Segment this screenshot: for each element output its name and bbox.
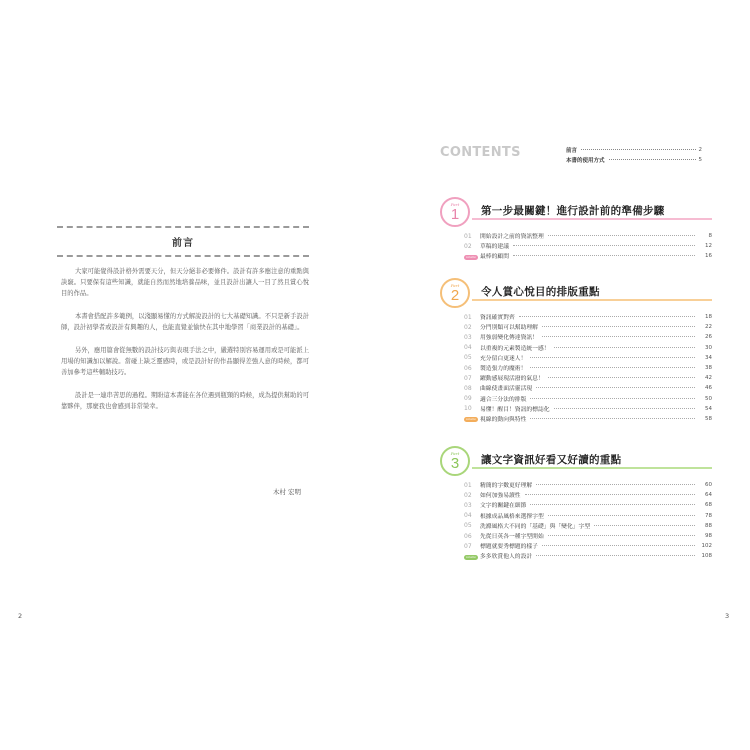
preface-body <box>61 266 309 424</box>
part-number-badge <box>440 446 470 476</box>
item-title: 洗滌風格大不同的「基礎」與「變化」字型 <box>480 523 591 530</box>
item-number: 01 <box>464 313 472 321</box>
toc-item[interactable] <box>464 353 712 363</box>
dotted-leader <box>581 149 695 150</box>
column-tag <box>464 553 480 560</box>
item-page-number: 50 <box>705 395 712 402</box>
item-page-number: 16 <box>705 253 712 260</box>
item-title: 最棒的顧問 <box>480 254 509 261</box>
item-page-number: 30 <box>705 344 712 351</box>
dotted-leader <box>548 515 695 516</box>
item-title: 分門別類可以幫助理解 <box>480 325 538 332</box>
item-number: 07 <box>464 374 472 382</box>
item-title: 如何加強易讀性 <box>480 493 521 500</box>
toc-item[interactable] <box>464 414 712 424</box>
toc-item[interactable] <box>464 373 712 383</box>
toc-item[interactable] <box>464 531 712 541</box>
item-page-number: 108 <box>701 553 712 560</box>
part-title-underline <box>472 218 712 220</box>
toc-entry-label: 本書的使用方式 <box>566 158 605 164</box>
part-title-underline <box>472 467 712 469</box>
item-title: 用強弱變化傳達資訊！ <box>480 335 538 342</box>
item-number: 06 <box>464 532 472 540</box>
item-page-number: 26 <box>705 334 712 341</box>
part-item-list <box>440 312 712 424</box>
dotted-leader <box>530 418 695 419</box>
dotted-leader <box>542 545 695 546</box>
item-title: 易懂！醒目！資訊的標誌化 <box>480 406 550 413</box>
column-tag <box>464 415 480 422</box>
column-pill: column <box>465 554 477 559</box>
toc-item[interactable] <box>464 480 712 490</box>
item-title: 製造張力的魔術！ <box>480 366 527 373</box>
part-header <box>440 446 712 476</box>
item-page-number: 42 <box>705 375 712 382</box>
toc-item[interactable] <box>464 551 712 561</box>
toc-item[interactable] <box>464 521 712 531</box>
item-page-number: 54 <box>705 405 712 412</box>
item-title: 曲線使畫面活靈活現 <box>480 386 533 393</box>
dotted-leader <box>536 387 695 388</box>
author-signature: 木村 宏明 <box>272 488 301 496</box>
item-title: 草稿的建議 <box>480 244 509 251</box>
preface-paragraph: 另外，應用篇會從無數的設計技巧與表現手法之中，嚴選特別容易運用或是可能派上用場的知識加以解說。當碰上缺乏靈感時，或是設計好的作品顯得差強人意的時候，都可善加參考這些輔助技巧。 <box>61 347 309 376</box>
toc-item[interactable] <box>464 312 712 322</box>
item-number: 09 <box>464 395 472 403</box>
dotted-leader <box>594 525 695 526</box>
toc-item[interactable] <box>464 231 712 241</box>
part-header <box>440 278 712 308</box>
badge-label: Part <box>450 282 460 288</box>
preface-section <box>57 226 309 506</box>
item-number: 02 <box>464 491 472 499</box>
item-page-number: 78 <box>705 512 712 519</box>
toc-page-number: 2 <box>698 147 702 153</box>
item-title: 充分留白更迷人！ <box>480 355 527 362</box>
item-number: 03 <box>464 501 472 509</box>
left-page-number: 2 <box>18 612 23 620</box>
dotted-leader <box>548 535 695 536</box>
dotted-leader <box>536 555 695 556</box>
item-page-number: 22 <box>705 324 712 331</box>
item-number: 02 <box>464 323 472 331</box>
dotted-leader <box>554 408 695 409</box>
toc-item[interactable] <box>464 383 712 393</box>
badge-number: 3 <box>450 454 460 472</box>
dotted-leader <box>548 235 695 236</box>
badge-label: Part <box>450 450 460 456</box>
item-title: 視線的動向與特性 <box>480 416 527 423</box>
dotted-leader <box>525 494 695 495</box>
toc-item[interactable] <box>464 322 712 332</box>
badge-label: Part <box>450 201 460 207</box>
front-matter-list <box>566 145 702 165</box>
part-number-badge <box>440 197 470 227</box>
item-title: 標題就要秀標題的樣子 <box>480 544 538 551</box>
item-title: 精簡的字數更好理解 <box>480 483 533 490</box>
toc-item[interactable] <box>464 332 712 342</box>
contents-title: CONTENTS <box>440 145 521 160</box>
toc-item[interactable] <box>464 541 712 551</box>
item-title: 開始設計之前的資訊整理 <box>480 234 544 241</box>
item-page-number: 64 <box>705 492 712 499</box>
item-page-number: 34 <box>705 354 712 361</box>
toc-item[interactable] <box>464 511 712 521</box>
toc-item[interactable] <box>464 241 712 251</box>
item-title: 躍動感展現活潑的氣息！ <box>480 376 544 383</box>
dotted-leader <box>542 326 695 327</box>
item-title: 根據成品風格來選擇字型 <box>480 513 544 520</box>
badge-number: 1 <box>450 205 460 223</box>
part-item-list <box>440 231 712 262</box>
item-number: 08 <box>464 384 472 392</box>
part-title[interactable]: 讓文字資訊好看又好讀的重點 <box>481 454 622 466</box>
dotted-leader <box>530 367 695 368</box>
dotted-leader <box>513 255 695 256</box>
part-3-section <box>440 446 712 562</box>
dotted-leader <box>536 484 695 485</box>
item-page-number: 68 <box>705 502 712 509</box>
item-number: 01 <box>464 232 472 240</box>
toc-entry-label: 前言 <box>566 148 578 154</box>
title-dashed-rule <box>57 255 309 257</box>
dotted-leader <box>530 357 695 358</box>
part-item-list <box>440 480 712 562</box>
part-2-section <box>440 278 712 424</box>
item-number: 05 <box>464 522 472 530</box>
dotted-leader <box>519 316 695 317</box>
item-title: 資訊確實對齊 <box>480 315 515 322</box>
column-pill: column <box>465 417 477 422</box>
dotted-leader <box>554 347 695 348</box>
item-number: 01 <box>464 481 472 489</box>
dotted-leader <box>530 504 695 505</box>
dotted-leader <box>513 245 695 246</box>
dotted-leader <box>609 159 696 160</box>
item-title: 以重複的元素製造統一感！ <box>480 345 550 352</box>
item-number: 03 <box>464 333 472 341</box>
item-title: 先從日英各一種字型開始 <box>480 534 544 541</box>
part-1-section <box>440 197 712 262</box>
item-page-number: 60 <box>705 482 712 489</box>
part-title-underline <box>472 299 712 301</box>
toc-item[interactable] <box>464 490 712 500</box>
item-number: 07 <box>464 542 472 550</box>
dotted-leader <box>548 377 695 378</box>
column-tag <box>464 253 480 260</box>
preface-paragraph: 大家可能覺得設計格外需要天分，但天分絕非必要條件。設計有許多應注意的重點與訣竅。只要保有這些知識，就能自然而然地培養品味，並且設計出讓人一目了然且賞心悅目的作品。 <box>61 268 309 297</box>
preface-title: 前言 <box>172 238 194 249</box>
item-page-number: 58 <box>705 415 712 422</box>
item-number: 10 <box>464 405 472 413</box>
dotted-leader <box>542 336 695 337</box>
item-page-number: 12 <box>705 243 712 250</box>
toc-item[interactable] <box>464 404 712 414</box>
item-page-number: 8 <box>708 233 712 240</box>
item-page-number: 102 <box>701 543 712 550</box>
item-title: 適合三分法的排版 <box>480 396 527 403</box>
toc-item[interactable] <box>464 251 712 261</box>
part-number-badge <box>440 278 470 308</box>
preface-paragraph: 本書會搭配許多範例，以淺顯易懂的方式解說設計的七大基礎知識。不只是新手設計師，設計初學者或設計有興趣的人，也能直覺並愉快在其中地學習「商業設計的基礎」。 <box>61 313 309 331</box>
toc-item[interactable] <box>464 394 712 404</box>
column-pill: column <box>465 254 477 259</box>
item-number: 04 <box>464 344 472 352</box>
toc-entry-preface[interactable] <box>566 145 702 155</box>
badge-number: 2 <box>450 286 460 304</box>
part-header <box>440 197 712 227</box>
toc-item[interactable] <box>464 500 712 510</box>
item-number: 06 <box>464 364 472 372</box>
preface-paragraph: 設計是一連串苦思的過程。期盼這本書能在各位遇到瓶頸的時候，成為提供幫助的可靠夥伴，那麼我也會感到非常榮幸。 <box>61 392 309 410</box>
toc-item[interactable] <box>464 343 712 353</box>
item-title: 文字的關鍵在細節 <box>480 503 527 510</box>
item-title: 多多欣賞他人的設計 <box>480 554 533 561</box>
item-page-number: 98 <box>705 533 712 540</box>
part-title[interactable]: 第一步最關鍵！進行設計前的準備步驟 <box>481 205 665 217</box>
part-title[interactable]: 令人賞心悅目的排版重點 <box>481 286 600 298</box>
item-page-number: 38 <box>705 365 712 372</box>
item-page-number: 88 <box>705 522 712 529</box>
toc-page-number: 5 <box>698 157 702 163</box>
top-dashed-rule <box>57 226 309 228</box>
item-number: 04 <box>464 512 472 520</box>
toc-entry-how-to-use[interactable] <box>566 155 702 165</box>
dotted-leader <box>530 398 695 399</box>
item-number: 02 <box>464 242 472 250</box>
item-number: 05 <box>464 354 472 362</box>
toc-item[interactable] <box>464 363 712 373</box>
right-page-number: 3 <box>725 612 730 620</box>
item-page-number: 46 <box>705 385 712 392</box>
item-page-number: 18 <box>705 314 712 321</box>
